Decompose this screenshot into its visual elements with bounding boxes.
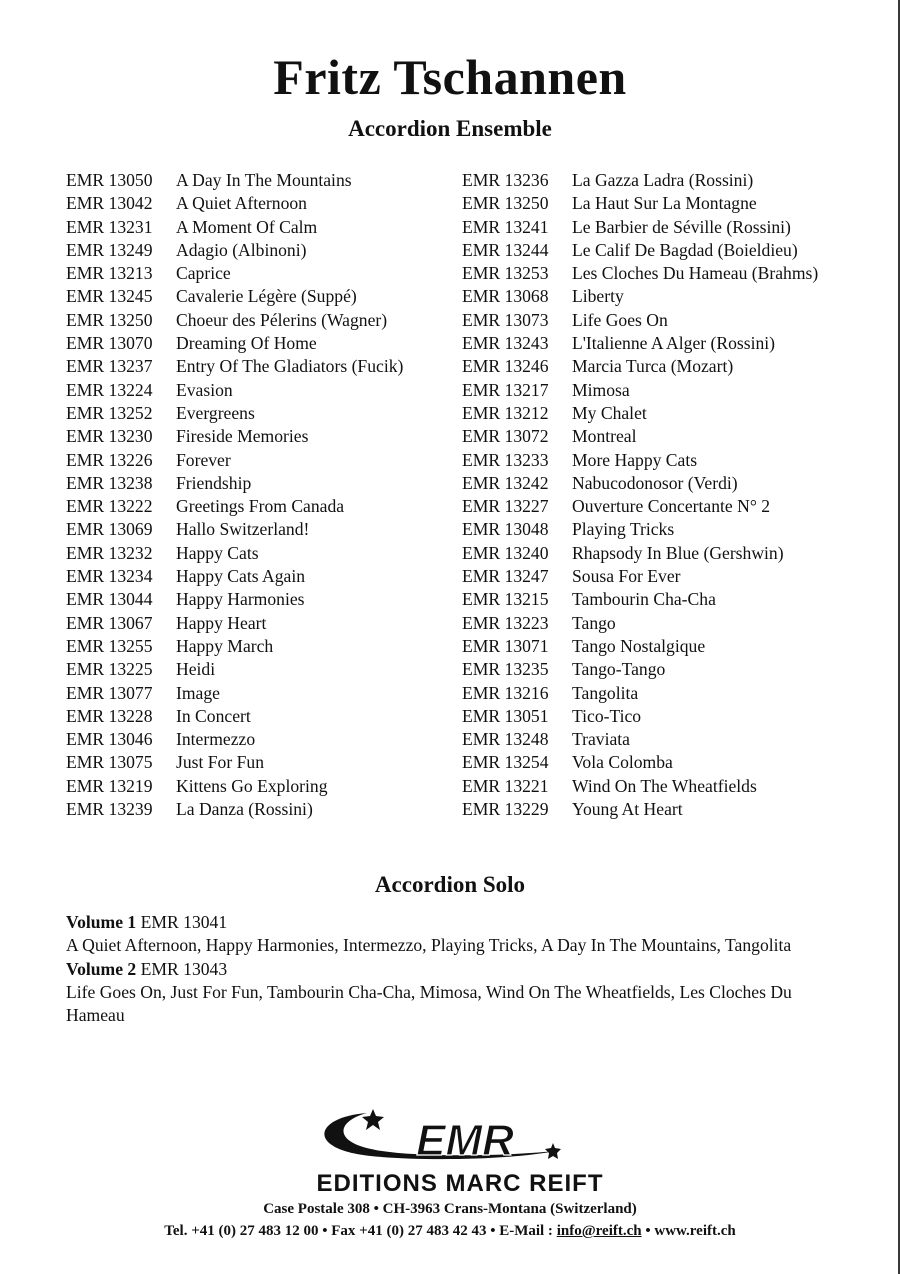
- catalog-entry: [66, 565, 403, 588]
- catalog-code: EMR 13254: [462, 752, 549, 773]
- catalog-title: Greetings From Canada: [176, 496, 345, 517]
- catalog-entry: [462, 612, 818, 635]
- catalog-title: Fireside Memories: [176, 426, 309, 447]
- catalog-code: EMR 13072: [462, 426, 549, 447]
- catalog-entry: [462, 472, 818, 495]
- catalog-entry: [66, 169, 403, 192]
- catalog-entry: [66, 332, 403, 355]
- catalog-entry: [462, 635, 818, 658]
- catalog-title: Evasion: [176, 379, 233, 400]
- catalog-title: A Quiet Afternoon: [176, 193, 307, 214]
- catalog-entry: [66, 239, 403, 262]
- catalog-code: EMR 13227: [462, 496, 549, 517]
- catalog-code: EMR 13077: [66, 682, 153, 703]
- catalog-entry: [66, 379, 403, 402]
- catalog-title: Liberty: [572, 286, 624, 307]
- volume-1-line: [66, 911, 846, 934]
- catalog-entry: [462, 658, 818, 681]
- catalog-entry: [66, 449, 403, 472]
- catalog-code: EMR 13231: [66, 216, 153, 237]
- catalog-entry: [66, 402, 403, 425]
- catalog-column-right: [462, 169, 818, 821]
- catalog-entry: [66, 355, 403, 378]
- catalog-column-left: [66, 169, 403, 821]
- catalog-title: Tangolita: [572, 682, 639, 703]
- catalog-entry: [66, 798, 403, 821]
- catalog-code: EMR 13067: [66, 612, 153, 633]
- catalog-entry: [66, 495, 403, 518]
- catalog-code: EMR 13212: [462, 402, 549, 423]
- catalog-title: Kittens Go Exploring: [176, 775, 328, 796]
- catalog-title: Forever: [176, 449, 231, 470]
- catalog-code: EMR 13250: [66, 309, 153, 330]
- catalog-title: More Happy Cats: [572, 449, 698, 470]
- catalog-entry: [462, 355, 818, 378]
- catalog-title: Tango: [572, 612, 616, 633]
- solo-heading: Accordion Solo: [374, 872, 526, 897]
- catalog-entry: [66, 635, 403, 658]
- catalog-code: EMR 13247: [462, 566, 549, 587]
- catalog-code: EMR 13242: [462, 472, 549, 493]
- catalog-code: EMR 13230: [66, 426, 153, 447]
- catalog-code: EMR 13222: [66, 496, 153, 517]
- catalog-code: EMR 13229: [462, 799, 549, 820]
- catalog-title: L'Italienne A Alger (Rossini): [572, 333, 776, 354]
- catalog-entry: [66, 728, 403, 751]
- catalog-entry: [66, 542, 403, 565]
- catalog-entry: [66, 612, 403, 635]
- catalog-title: Happy Harmonies: [176, 589, 305, 610]
- catalog-code: EMR 13051: [462, 705, 549, 726]
- catalog-entry: [66, 775, 403, 798]
- catalog-code: EMR 13246: [462, 356, 549, 377]
- catalog-entry: [66, 751, 403, 774]
- logo-publisher-text: EDITIONS MARC REIFT: [316, 1170, 604, 1197]
- catalog-title: Happy March: [176, 635, 274, 656]
- catalog-title: Les Cloches Du Hameau (Brahms): [572, 263, 819, 284]
- catalog-entry: [462, 425, 818, 448]
- catalog-code: EMR 13245: [66, 286, 153, 307]
- catalog-code: EMR 13070: [66, 333, 153, 354]
- catalog-entry: [462, 239, 818, 262]
- catalog-title: Tango Nostalgique: [572, 635, 706, 656]
- catalog-code: EMR 13244: [462, 239, 549, 260]
- catalog-code: EMR 13238: [66, 472, 153, 493]
- catalog-code: EMR 13048: [462, 519, 549, 540]
- catalog-entry: [462, 542, 818, 565]
- catalog-code: EMR 13050: [66, 170, 153, 190]
- catalog-title: Rhapsody In Blue (Gershwin): [572, 542, 784, 563]
- catalog-entry: [462, 495, 818, 518]
- catalog-title: Heidi: [176, 659, 216, 680]
- catalog-entry: [462, 192, 818, 215]
- catalog-entry: [462, 751, 818, 774]
- catalog-code: EMR 13249: [66, 239, 153, 260]
- catalog-code: EMR 13071: [462, 635, 549, 656]
- volume-1-label: Volume 1: [66, 912, 137, 932]
- catalog-entry: [66, 658, 403, 681]
- catalog-title: La Haut Sur La Montagne: [572, 193, 757, 214]
- catalog-title: Life Goes On: [572, 309, 668, 330]
- catalog-entry: [66, 216, 403, 239]
- catalog-code: EMR 13046: [66, 729, 153, 750]
- catalog-title: Evergreens: [176, 402, 255, 423]
- catalog-title: Marcia Turca (Mozart): [572, 356, 734, 377]
- catalog-title: Adagio (Albinoni): [176, 239, 307, 260]
- catalog-code: EMR 13232: [66, 542, 153, 563]
- catalog-entry: [66, 518, 403, 541]
- catalog-entry: [462, 588, 818, 611]
- catalog-title: Wind On The Wheatfields: [572, 775, 757, 796]
- catalog-code: EMR 13217: [462, 379, 549, 400]
- catalog-entry: [462, 728, 818, 751]
- catalog-code: EMR 13240: [462, 542, 549, 563]
- volume-1-contents: A Quiet Afternoon, Happy Harmonies, Intermezzo, Playing Tricks, A Day In The Mountains, Tangolita: [66, 935, 792, 956]
- catalog-title: Nabucodonosor (Verdi): [572, 472, 738, 493]
- catalog-code: EMR 13225: [66, 659, 153, 680]
- catalog-entry: [462, 402, 818, 425]
- catalog-entry: [462, 285, 818, 308]
- catalog-code: EMR 13252: [66, 402, 153, 423]
- contact-website: • www.reift.ch: [641, 1223, 736, 1239]
- catalog-title: Hallo Switzerland!: [176, 519, 310, 540]
- catalog-entry: [462, 565, 818, 588]
- catalog-entry: [66, 472, 403, 495]
- catalog-code: EMR 13226: [66, 449, 153, 470]
- catalog-code: EMR 13221: [462, 775, 549, 796]
- ensemble-heading: Accordion Ensemble: [348, 116, 552, 141]
- catalog-entry: [66, 425, 403, 448]
- catalog-entry: [462, 309, 818, 332]
- catalog-entry: [462, 332, 818, 355]
- volume-2-contents: Life Goes On, Just For Fun, Tambourin Cha-Cha, Mimosa, Wind On The Wheatfields, Les Cloches Du Hameau: [66, 981, 792, 1026]
- catalog-title: La Danza (Rossini): [176, 799, 313, 820]
- catalog-title: Happy Heart: [176, 612, 267, 633]
- volume-2-line: [66, 958, 846, 981]
- catalog-entry: [462, 518, 818, 541]
- catalog-entry: [66, 705, 403, 728]
- solo-volumes: [66, 911, 846, 1027]
- catalog-entry: [66, 588, 403, 611]
- catalog-title: Le Barbier de Séville (Rossini): [572, 216, 791, 237]
- catalog-entry: [462, 798, 818, 821]
- catalog-title: Vola Colomba: [572, 752, 673, 773]
- catalog-entry: [66, 192, 403, 215]
- volume-2-label: Volume 2: [66, 958, 137, 979]
- publisher-address: Case Postale 308 • CH-3963 Crans-Montana (Switzerland): [263, 1201, 637, 1217]
- catalog-entry: [462, 262, 818, 285]
- catalog-title: A Moment Of Calm: [176, 216, 318, 237]
- catalog-entry: [66, 262, 403, 285]
- catalog-title: Image: [176, 682, 220, 703]
- catalog-entry: [462, 379, 818, 402]
- catalog-title: A Day In The Mountains: [176, 170, 352, 190]
- catalog-code: EMR 13075: [66, 752, 153, 773]
- catalog-title: My Chalet: [572, 402, 647, 423]
- email-link[interactable]: info@reift.ch: [556, 1223, 642, 1239]
- catalog-title: Caprice: [176, 263, 231, 284]
- catalog-code: EMR 13248: [462, 729, 549, 750]
- page-title: Fritz Tschannen: [273, 49, 627, 105]
- catalog-code: EMR 13239: [66, 799, 153, 820]
- catalog-title: Sousa For Ever: [572, 566, 681, 587]
- catalog-title: Dreaming Of Home: [176, 333, 317, 354]
- catalog-code: EMR 13216: [462, 682, 549, 703]
- catalog-code: EMR 13255: [66, 635, 153, 656]
- catalog-code: EMR 13215: [462, 589, 549, 610]
- publisher-contact: [0, 1224, 900, 1239]
- catalog-code: EMR 13235: [462, 659, 549, 680]
- catalog-title: Intermezzo: [176, 729, 256, 750]
- emr-logo: [255, 1103, 665, 1201]
- catalog-code: EMR 13069: [66, 519, 153, 540]
- catalog-title: Happy Cats Again: [176, 566, 306, 587]
- catalog-title: Young At Heart: [572, 799, 683, 820]
- catalog-entry: [462, 169, 818, 192]
- catalog-code: EMR 13250: [462, 193, 549, 214]
- contact-phone-fax: Tel. +41 (0) 27 483 12 00 • Fax +41 (0) 27 483 42 43 • E-Mail :: [164, 1223, 557, 1239]
- catalog-code: EMR 13073: [462, 309, 549, 330]
- catalog-entry: [462, 682, 818, 705]
- catalog-code: EMR 13223: [462, 612, 549, 633]
- catalog-code: EMR 13233: [462, 449, 549, 470]
- catalog-entry: [462, 705, 818, 728]
- catalog-title: Entry Of The Gladiators (Fucik): [176, 356, 404, 377]
- catalog-code: EMR 13243: [462, 333, 549, 354]
- catalog-code: EMR 13237: [66, 356, 153, 377]
- catalog-code: EMR 13044: [66, 589, 153, 610]
- catalog-title: Happy Cats: [176, 542, 259, 563]
- catalog-entry: [462, 216, 818, 239]
- logo-emr-text: EMR: [416, 1116, 514, 1165]
- catalog-title: Ouverture Concertante N° 2: [572, 496, 771, 517]
- catalog-title: Mimosa: [572, 379, 630, 400]
- catalog-code: EMR 13224: [66, 379, 153, 400]
- catalog-title: Montreal: [572, 426, 637, 447]
- catalog-title: Tambourin Cha-Cha: [572, 589, 716, 610]
- catalog-entry: [66, 285, 403, 308]
- catalog-entry: [66, 682, 403, 705]
- catalog-entry: [462, 449, 818, 472]
- catalog-entry: [66, 309, 403, 332]
- catalog-code: EMR 13213: [66, 263, 153, 284]
- volume-1-code: EMR 13041: [140, 912, 228, 932]
- catalog-entry: [462, 775, 818, 798]
- catalog-code: EMR 13253: [462, 263, 549, 284]
- catalog-title: Cavalerie Légère (Suppé): [176, 286, 357, 307]
- catalog-title: Tango-Tango: [572, 659, 666, 680]
- catalog-title: Le Calif De Bagdad (Boieldieu): [572, 239, 798, 260]
- catalog-title: In Concert: [176, 705, 251, 726]
- catalog-code: EMR 13241: [462, 216, 549, 237]
- catalog-code: EMR 13042: [66, 193, 153, 214]
- catalog-title: Traviata: [572, 729, 630, 750]
- catalog-title: Just For Fun: [176, 752, 264, 773]
- catalog-code: EMR 13228: [66, 705, 153, 726]
- catalog-code: EMR 13234: [66, 566, 153, 587]
- catalog-code: EMR 13068: [462, 286, 549, 307]
- volume-2-code: EMR 13043: [140, 958, 228, 979]
- catalog-code: EMR 13236: [462, 170, 549, 190]
- logo-star-left: [362, 1109, 384, 1130]
- logo-star-right: [545, 1143, 561, 1159]
- catalog-code: EMR 13219: [66, 775, 153, 796]
- catalog-title: Choeur des Pélerins (Wagner): [176, 309, 388, 330]
- catalog-title: Tico-Tico: [572, 705, 642, 726]
- catalog-title: Playing Tricks: [572, 519, 675, 540]
- catalog-title: La Gazza Ladra (Rossini): [572, 170, 754, 190]
- catalog-title: Friendship: [176, 472, 252, 493]
